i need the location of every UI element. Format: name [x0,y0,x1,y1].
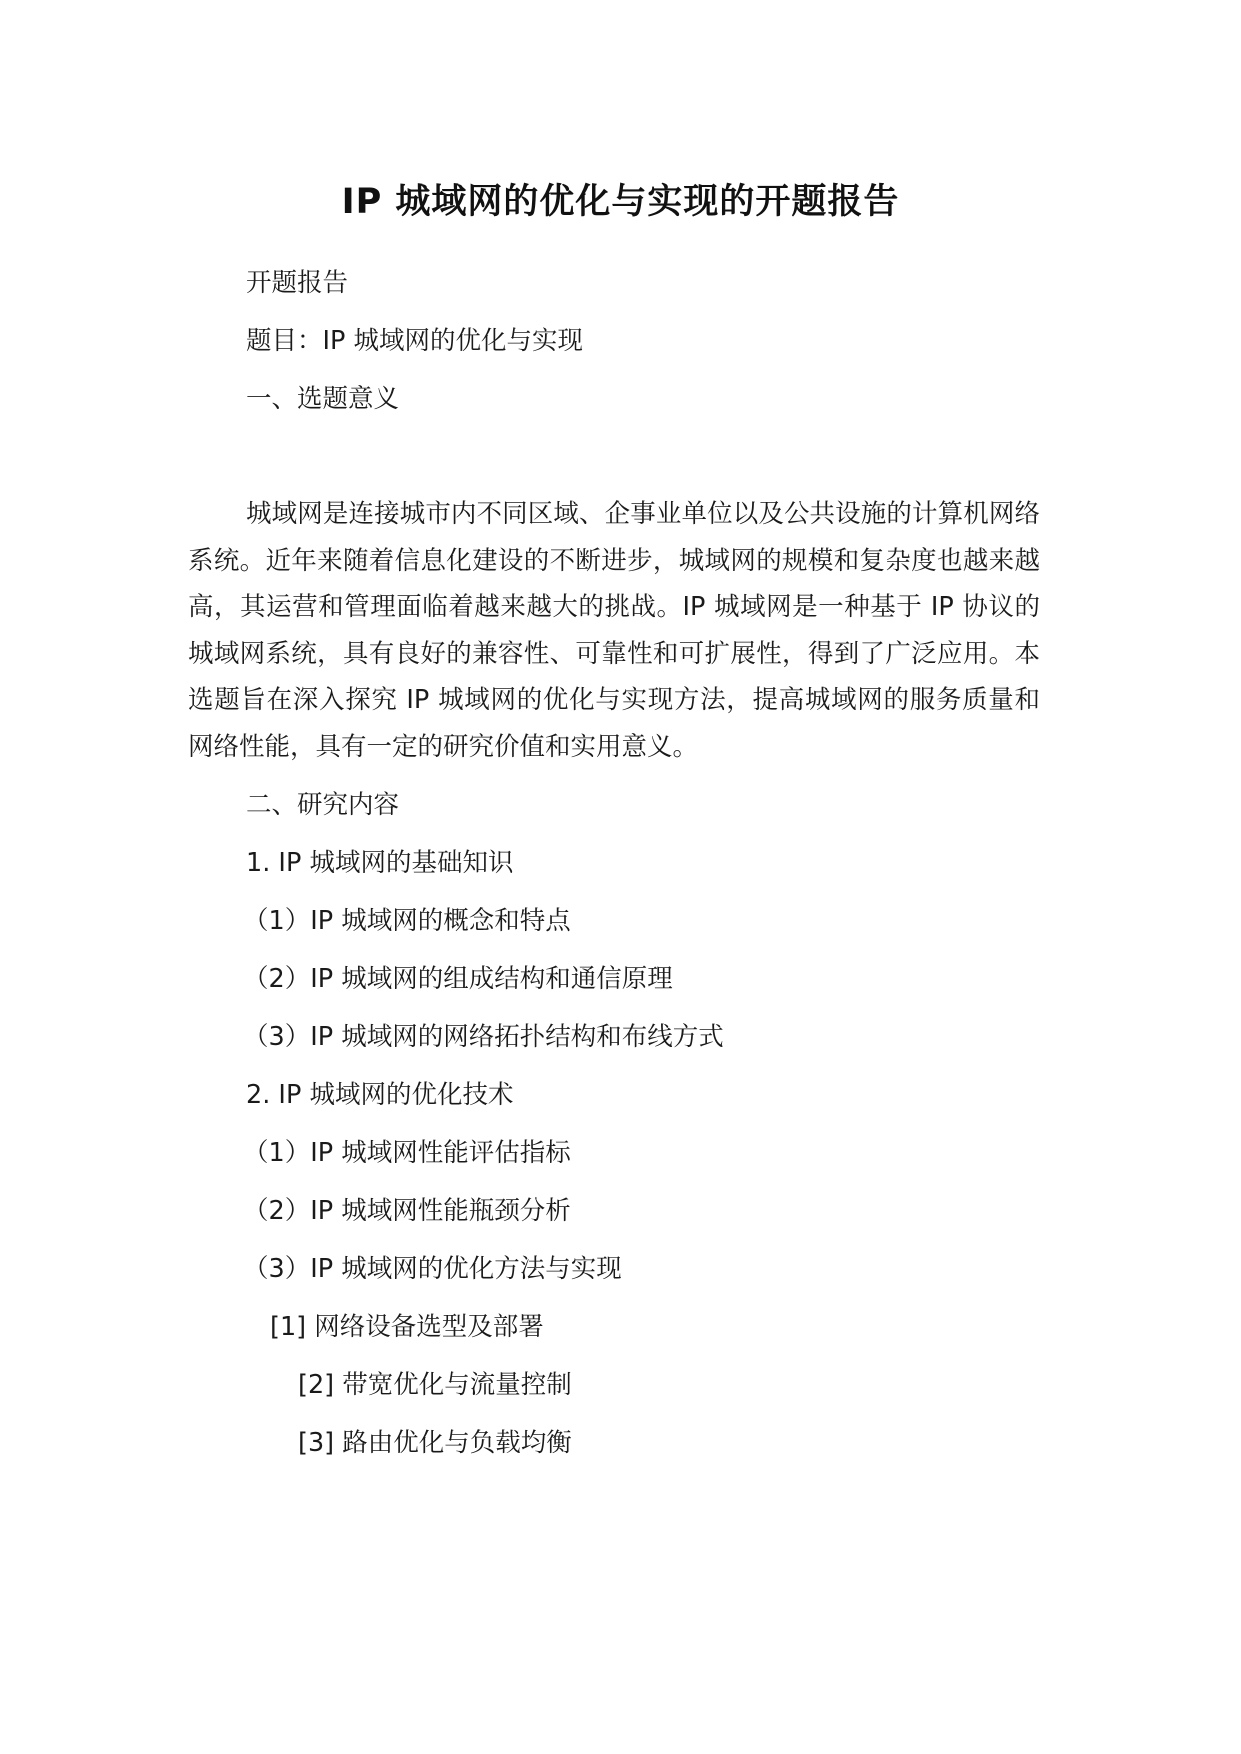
list-item: （2）IP 城域网的组成结构和通信原理 [243,964,673,994]
significance-paragraph: 城域网是连接城市内不同区域、企事业单位以及公共设施的计算机网络系统。近年来随着信息化建设的不断进步，城域网的规模和复杂度也越来越高，其运营和管理面临着越来越大的挑战。IP 城域网是一种基于 IP 协议的城域网系统，具有良好的兼容性、可靠性和可扩展性，得到了广泛应用。本选题旨在深入探究 IP 城域网的优化与实现方法，提高城域网的服务质量和网络性能，具有一定的研究价值和实用意义。 [188,499,1040,762]
section-heading-research-content: 二、研究内容 [246,790,400,820]
sub-list-item: [2] 带宽优化与流量控制 [298,1370,572,1400]
document-title: IP 城域网的优化与实现的开题报告 [341,182,900,222]
section-heading-significance: 一、选题意义 [246,384,400,414]
sub-list-item: [1] 网络设备选型及部署 [270,1312,544,1342]
part-heading-basics: 1. IP 城域网的基础知识 [246,848,514,878]
part-heading-optimization: 2. IP 城域网的优化技术 [246,1080,514,1110]
list-item: （1）IP 城域网的概念和特点 [243,906,571,936]
list-item: （3）IP 城域网的网络拓扑结构和布线方式 [243,1022,724,1052]
list-item: （1）IP 城域网性能评估指标 [243,1138,571,1168]
subject-line: 题目：IP 城域网的优化与实现 [246,326,584,356]
report-label: 开题报告 [246,268,349,298]
sub-list-item: [3] 路由优化与负载均衡 [298,1428,572,1458]
list-item: （2）IP 城域网性能瓶颈分析 [243,1196,571,1226]
list-item: （3）IP 城域网的优化方法与实现 [243,1254,622,1284]
